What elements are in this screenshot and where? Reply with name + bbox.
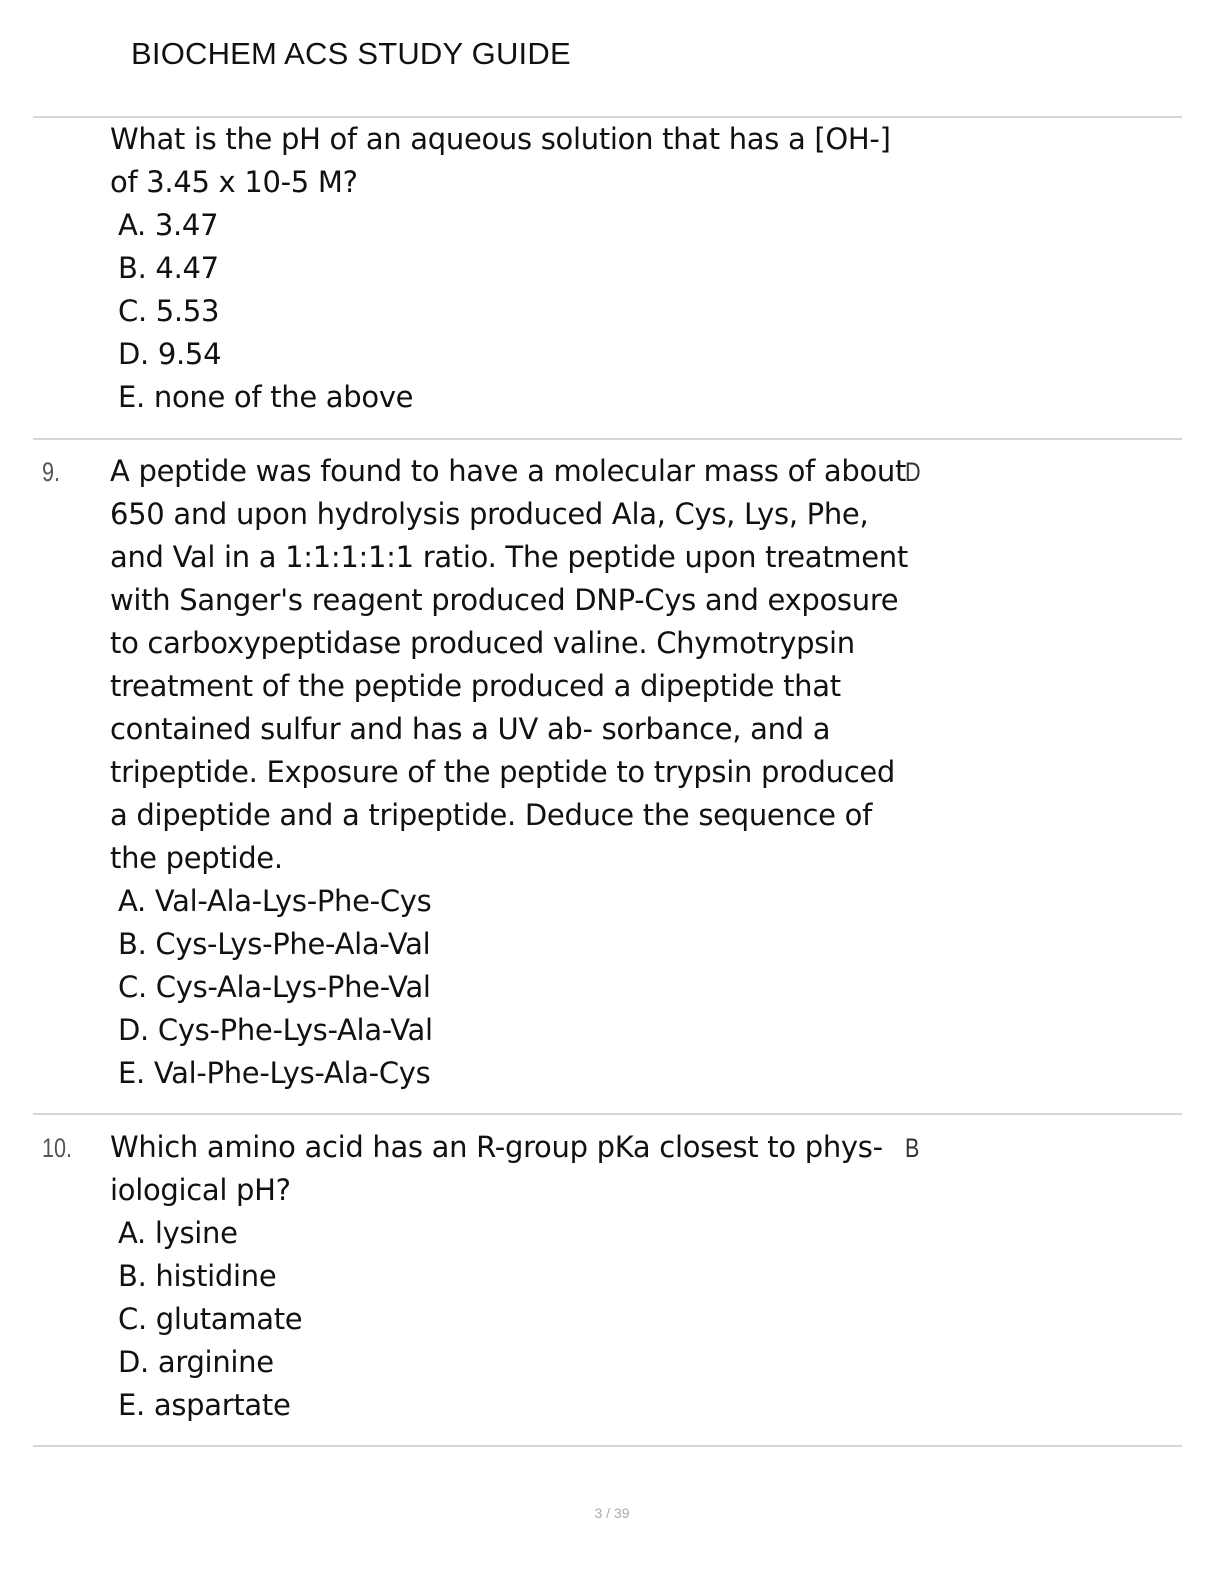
option-e: E. Val-Phe-Lys-Ala-Cys bbox=[118, 1056, 431, 1090]
option-a: A. lysine bbox=[118, 1216, 238, 1250]
question-answer: B bbox=[905, 1133, 920, 1163]
option-c: C. 5.53 bbox=[118, 294, 220, 328]
option-d: D. Cys-Phe-Lys-Ala-Val bbox=[118, 1013, 433, 1047]
option-d: D. arginine bbox=[118, 1345, 274, 1379]
divider bbox=[33, 1113, 1182, 1115]
question-text: Which amino acid has an R-group pKa closest to phys- iological pH? bbox=[110, 1130, 883, 1207]
page-number: 3 / 39 bbox=[594, 1505, 630, 1521]
option-c: C. Cys-Ala-Lys-Phe-Val bbox=[118, 970, 431, 1004]
option-b: B. Cys-Lys-Phe-Ala-Val bbox=[118, 927, 431, 961]
option-a: A. Val-Ala-Lys-Phe-Cys bbox=[118, 884, 432, 918]
question-number: 10. bbox=[42, 1133, 73, 1163]
divider bbox=[33, 1445, 1182, 1447]
option-d: D. 9.54 bbox=[118, 337, 222, 371]
divider bbox=[33, 438, 1182, 440]
page-header: BIOCHEM ACS STUDY GUIDE bbox=[131, 36, 571, 71]
option-b: B. histidine bbox=[118, 1259, 277, 1293]
option-b: B. 4.47 bbox=[118, 251, 219, 285]
question-number: 9. bbox=[42, 457, 61, 487]
option-e: E. aspartate bbox=[118, 1388, 291, 1422]
answer-options bbox=[118, 1212, 302, 1427]
option-c: C. glutamate bbox=[118, 1302, 303, 1336]
option-a: A. 3.47 bbox=[118, 208, 219, 242]
question-text: A peptide was found to have a molecular mass of about 650 and upon hydrolysis produced Ala, Cys, Lys, Phe, and Val in a 1:1:1:1:1 ratio. The peptide upon treatment with Sanger's reagent produced DNP-Cys and exposure to carboxypeptidase produced valine. Chymotrypsin treatment of the peptide produced a dipeptide that contained sulfur and has a UV ab- sorbance, and a tripeptide. Exposure of the peptide to trypsin produced a dipeptide and a tripeptide. Deduce the sequence of the peptide. bbox=[110, 454, 908, 875]
question-text: What is the pH of an aqueous solution that has a [OH-] of 3.45 x 10-5 M? bbox=[110, 122, 891, 199]
question-answer: D bbox=[905, 457, 921, 487]
answer-options bbox=[118, 880, 433, 1095]
answer-options bbox=[118, 204, 413, 419]
option-e: E. none of the above bbox=[118, 380, 414, 414]
